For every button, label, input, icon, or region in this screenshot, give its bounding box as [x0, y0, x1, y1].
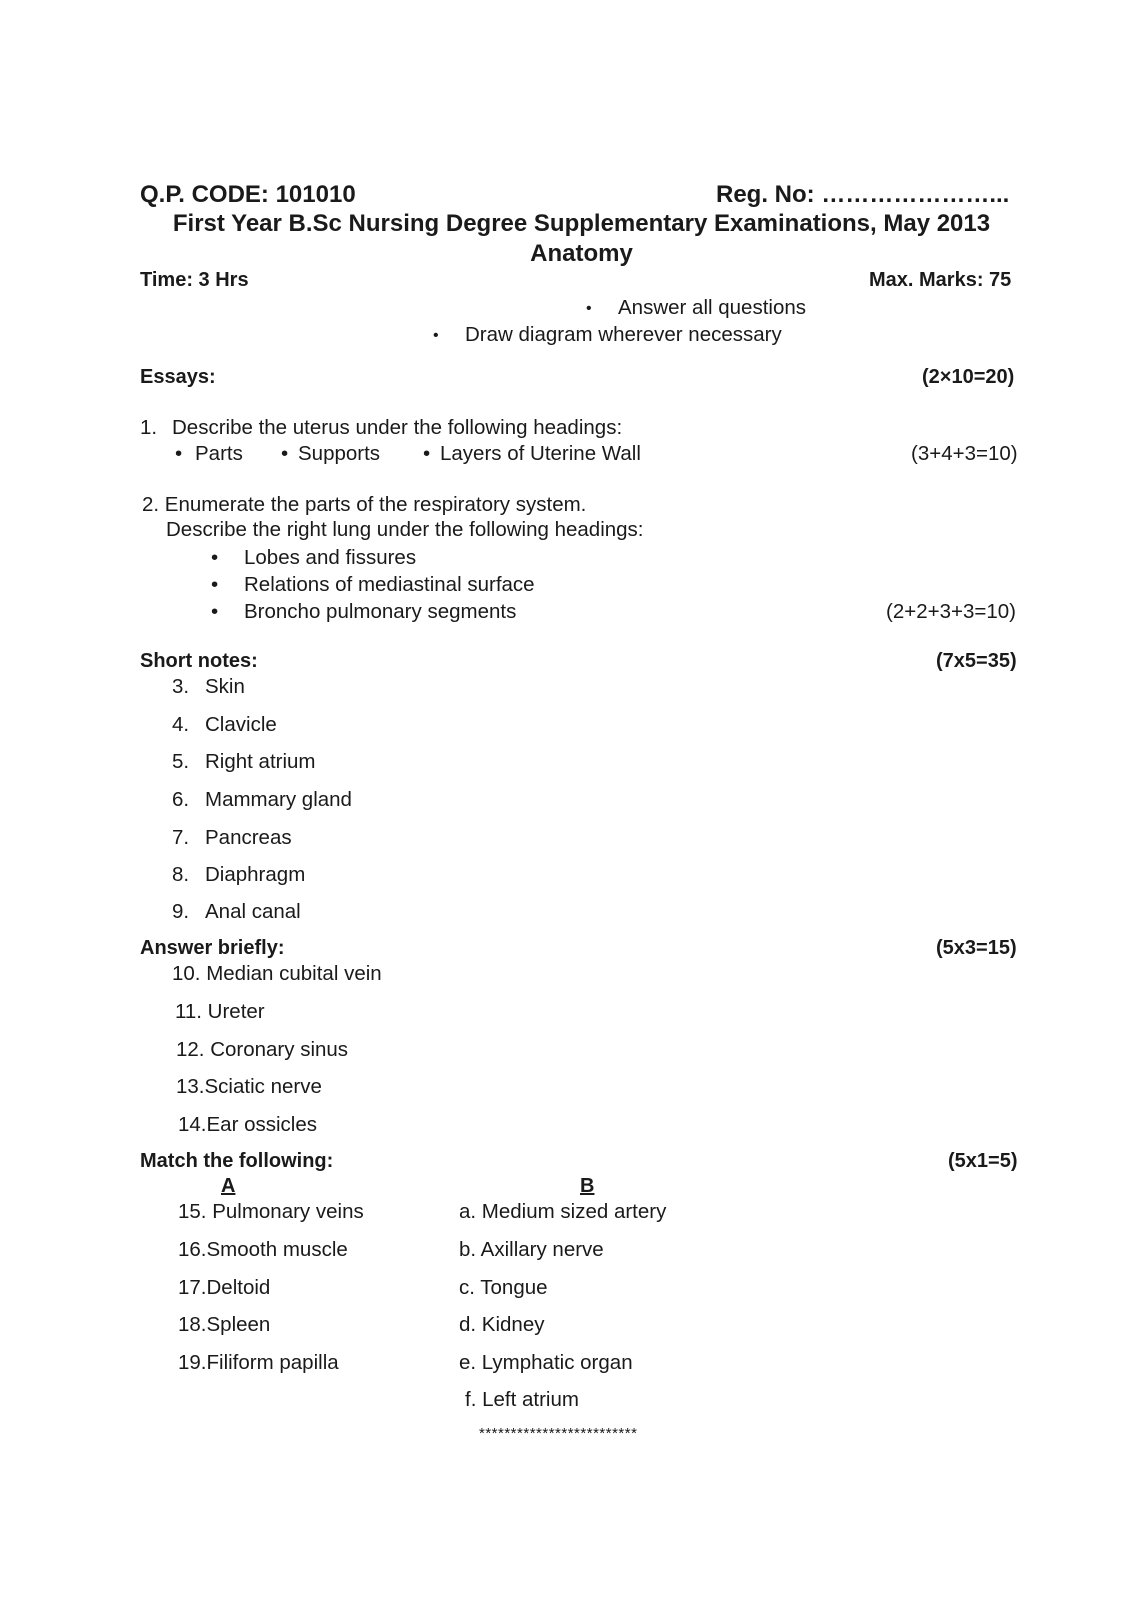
- q2-line1: 2. Enumerate the parts of the respiratory system.: [142, 493, 587, 516]
- list-item: 12. Coronary sinus: [176, 1038, 349, 1061]
- match-marks: (5x1=5): [948, 1150, 1018, 1172]
- q1-bullet-supports: Supports: [298, 442, 381, 465]
- q1-number: 1.: [140, 416, 158, 439]
- list-item-number: 8.: [172, 863, 190, 886]
- bullet-icon: •: [281, 442, 289, 465]
- list-item-number: 9.: [172, 900, 190, 923]
- match-a-item: 15. Pulmonary veins: [178, 1200, 364, 1223]
- list-item: 11. Ureter: [175, 1000, 265, 1023]
- list-item: Pancreas: [205, 826, 292, 849]
- q2-line2: Describe the right lung under the following headings:: [166, 518, 644, 541]
- q2-bullet-1: Lobes and fissures: [244, 546, 417, 569]
- q1-marks: (3+4+3=10): [911, 442, 1018, 465]
- end-of-paper-stars: *************************: [479, 1425, 638, 1442]
- short-notes-marks: (7x5=35): [936, 650, 1017, 672]
- match-heading: Match the following:: [140, 1150, 334, 1172]
- q2-bullet-2: Relations of mediastinal surface: [244, 573, 535, 596]
- reg-no: Reg. No: …………………...: [716, 181, 1010, 208]
- essays-marks: (2×10=20): [922, 366, 1015, 388]
- list-item: 13.Sciatic nerve: [176, 1075, 322, 1098]
- match-b-item: b. Axillary nerve: [459, 1238, 604, 1261]
- list-item: Clavicle: [205, 713, 277, 736]
- answer-briefly-heading: Answer briefly:: [140, 937, 285, 959]
- list-item: Skin: [205, 675, 245, 698]
- match-a-item: 17.Deltoid: [178, 1276, 271, 1299]
- max-marks: Max. Marks: 75: [869, 269, 1012, 291]
- qp-code: Q.P. CODE: 101010: [140, 181, 356, 208]
- q2-marks: (2+2+3+3=10): [886, 600, 1016, 623]
- match-b-item: d. Kidney: [459, 1313, 545, 1336]
- essays-heading: Essays:: [140, 366, 216, 388]
- instruction-1: Answer all questions: [618, 296, 807, 319]
- subject-title: Anatomy: [530, 240, 633, 267]
- match-b-item: f. Left atrium: [465, 1388, 579, 1411]
- q1-bullet-parts: Parts: [195, 442, 243, 465]
- match-b-item: a. Medium sized artery: [459, 1200, 667, 1223]
- exam-title: First Year B.Sc Nursing Degree Supplementary Examinations, May 2013: [172, 210, 991, 237]
- match-a-item: 19.Filiform papilla: [178, 1351, 339, 1374]
- match-a-item: 16.Smooth muscle: [178, 1238, 348, 1261]
- q1-text: Describe the uterus under the following headings:: [172, 416, 623, 439]
- bullet-icon: •: [211, 600, 219, 623]
- list-item-number: 3.: [172, 675, 190, 698]
- short-notes-heading: Short notes:: [140, 650, 258, 672]
- bullet-icon: •: [433, 327, 439, 344]
- match-a-item: 18.Spleen: [178, 1313, 271, 1336]
- match-b-item: e. Lymphatic organ: [459, 1351, 633, 1374]
- answer-briefly-marks: (5x3=15): [936, 937, 1017, 959]
- column-b-label: B: [580, 1175, 595, 1197]
- column-a-label: A: [221, 1175, 236, 1197]
- bullet-icon: •: [423, 442, 431, 465]
- list-item-number: 5.: [172, 750, 190, 773]
- list-item-number: 7.: [172, 826, 190, 849]
- list-item: Anal canal: [205, 900, 301, 923]
- list-item: 14.Ear ossicles: [178, 1113, 318, 1136]
- bullet-icon: •: [586, 300, 592, 317]
- list-item-number: 4.: [172, 713, 190, 736]
- list-item: Diaphragm: [205, 863, 306, 886]
- list-item: Mammary gland: [205, 788, 352, 811]
- time-label: Time: 3 Hrs: [140, 269, 249, 291]
- list-item: Right atrium: [205, 750, 316, 773]
- q2-bullet-3: Broncho pulmonary segments: [244, 600, 517, 623]
- list-item: 10. Median cubital vein: [172, 962, 382, 985]
- match-b-item: c. Tongue: [459, 1276, 548, 1299]
- q1-bullet-layers: Layers of Uterine Wall: [440, 442, 641, 465]
- bullet-icon: •: [211, 573, 219, 596]
- bullet-icon: •: [175, 442, 183, 465]
- bullet-icon: •: [211, 546, 219, 569]
- list-item-number: 6.: [172, 788, 190, 811]
- instruction-2: Draw diagram wherever necessary: [465, 323, 782, 346]
